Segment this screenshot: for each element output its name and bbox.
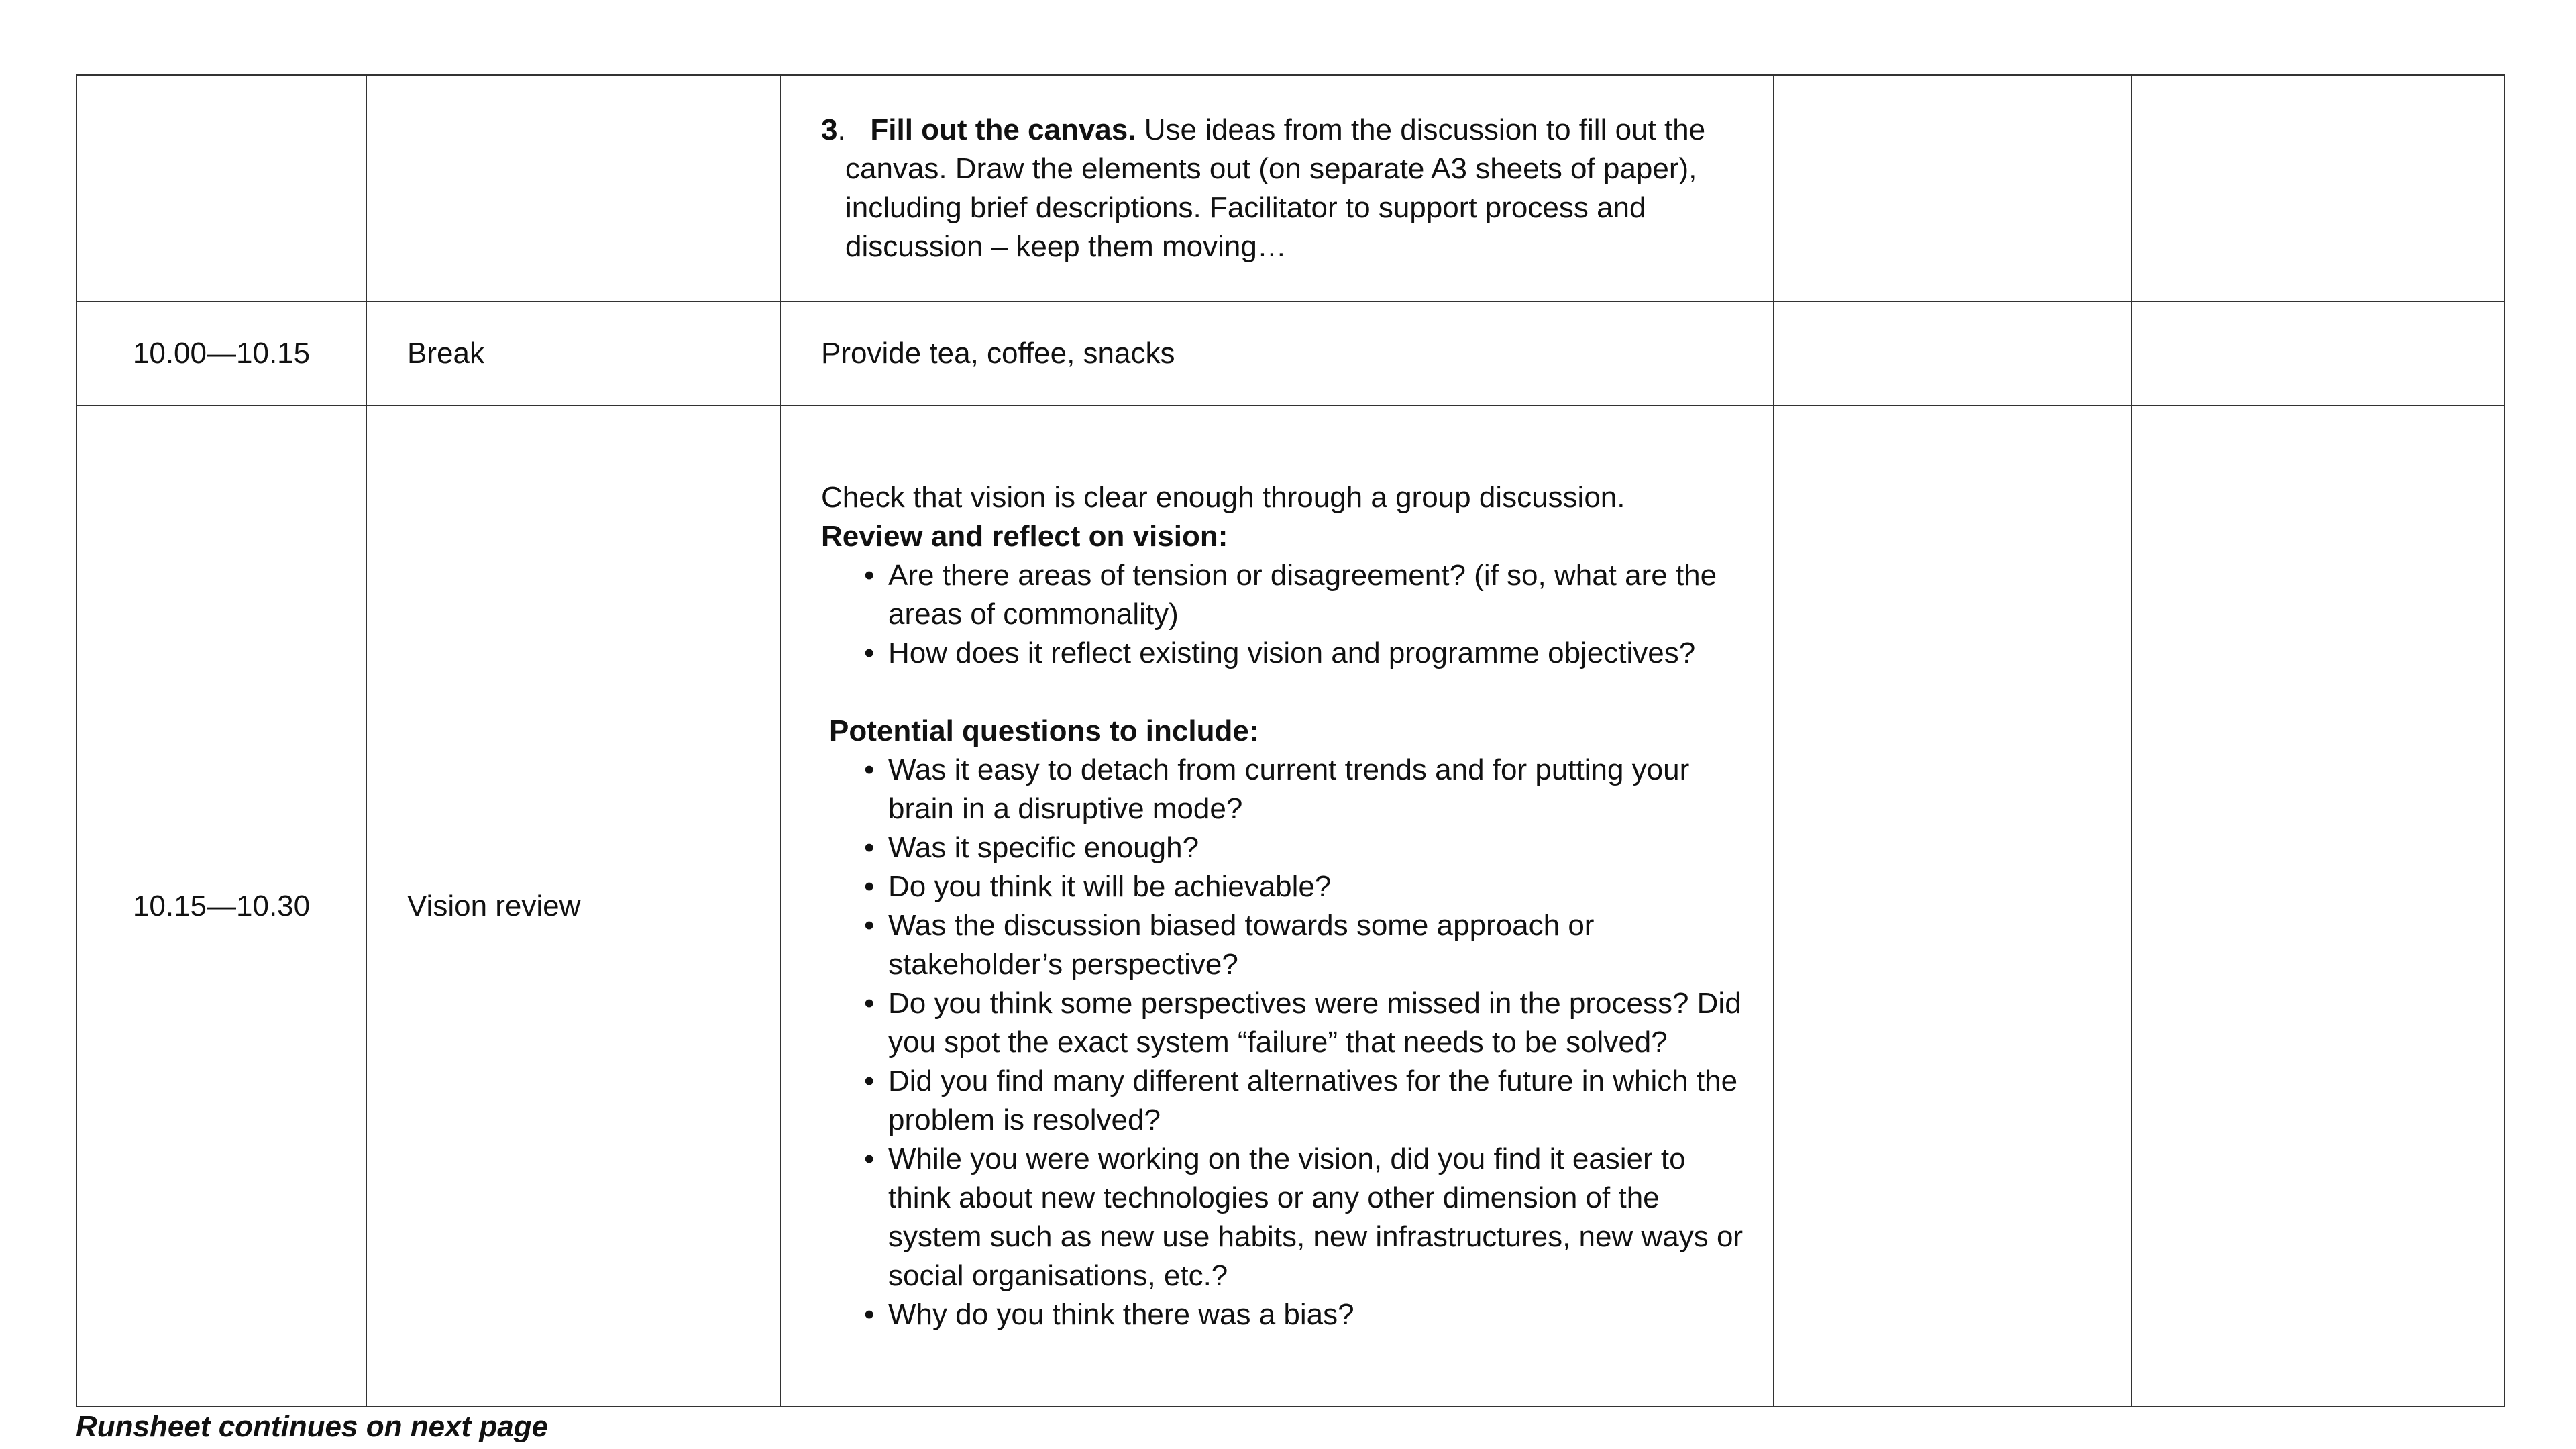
empty-cell (2131, 405, 2504, 1407)
list-item: • Do you think some perspectives were missed in the process? Did you spot the exact system “failure” that needs to be solved? (888, 984, 1746, 1062)
empty-cell (1774, 301, 2131, 405)
list-item: • Are there areas of tension or disagreement? (if so, what are the areas of commonality) (888, 556, 1746, 634)
questions-heading: Potential questions to include: (829, 714, 1259, 747)
empty-cell (1774, 75, 2131, 301)
activity-cell: Provide tea, coffee, snacks (780, 301, 1774, 405)
list-item: • Was the discussion biased towards some approach or stakeholder’s perspective? (888, 906, 1746, 984)
step-number: 3 (821, 113, 838, 146)
list-item: • Did you find many different alternatives for the future in which the problem is resolved? (888, 1062, 1746, 1140)
step-text: Use ideas from the discussion to fill out the canvas. Draw the elements out (on separate A3 sheets of paper), including brief descriptions. Facilitator to support process and discussion – keep them moving… (845, 113, 1706, 263)
list-item: • Was it easy to detach from current trends and for putting your brain in a disruptive mode? (888, 751, 1746, 828)
step-title: Fill out the canvas. (870, 113, 1136, 146)
session-cell: Vision review (366, 405, 780, 1407)
session-cell: Break (366, 301, 780, 405)
continuation-note: Runsheet continues on next page (76, 1410, 549, 1443)
step-item: 3. Fill out the canvas. Use ideas from the discussion to fill out the canvas. Draw the elements out (on separate A3 sheets of paper), including brief descriptions. Facilitator to support process and discussion – keep them moving… (821, 113, 1706, 263)
runsheet-table (76, 74, 2505, 1407)
table-row (76, 75, 2504, 301)
table-row (76, 405, 2504, 1407)
activity-cell (780, 75, 1774, 301)
intro-text: Check that vision is clear enough through a group discussion. (821, 480, 1625, 514)
table-row (76, 301, 2504, 405)
review-list (821, 556, 1746, 673)
empty-cell (1774, 405, 2131, 1407)
list-item: • How does it reflect existing vision and programme objectives? (888, 634, 1746, 673)
spacer (821, 673, 1746, 712)
list-item: • Was it specific enough? (888, 828, 1746, 867)
empty-cell (2131, 301, 2504, 405)
activity-cell (780, 405, 1774, 1407)
list-item: • While you were working on the vision, did you find it easier to think about new technologies or any other dimension of the system such as new use habits, new infrastructures, new ways or social organisations, etc.? (888, 1140, 1746, 1295)
time-cell: 10.15—10.30 (76, 405, 366, 1407)
session-cell (366, 75, 780, 301)
list-item: • Why do you think there was a bias? (888, 1295, 1746, 1334)
time-cell (76, 75, 366, 301)
time-cell: 10.00—10.15 (76, 301, 366, 405)
questions-list (821, 751, 1746, 1334)
list-item: • Do you think it will be achievable? (888, 867, 1746, 906)
empty-cell (2131, 75, 2504, 301)
review-heading: Review and reflect on vision: (821, 519, 1228, 553)
